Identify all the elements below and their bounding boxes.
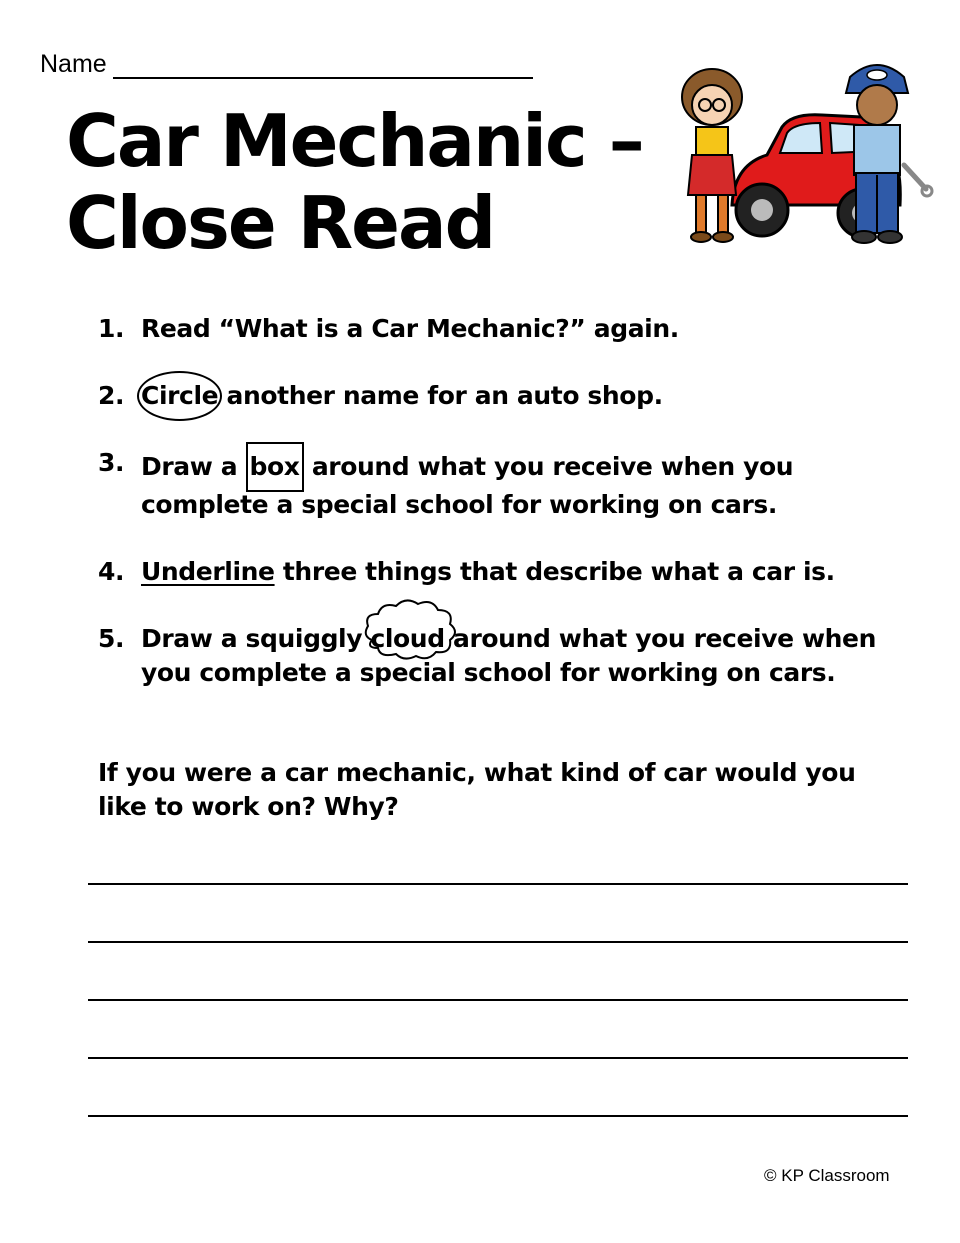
circle-mark: Circle — [137, 371, 222, 421]
title-line-2: Close Read — [66, 181, 495, 265]
instruction-1 — [98, 312, 918, 346]
instruction-rest: another name for an auto shop. — [218, 381, 663, 410]
instruction-rest: around what you receive when you complete a special school for working on cars. — [141, 452, 794, 519]
name-blank[interactable] — [113, 51, 533, 79]
answer-line[interactable] — [88, 883, 908, 885]
instruction-text — [141, 379, 918, 413]
copyright: © KP Classroom — [764, 1166, 890, 1185]
instruction-pre: Draw a squiggly — [141, 624, 371, 653]
instruction-2 — [98, 379, 918, 413]
answer-line[interactable] — [88, 941, 908, 943]
instruction-pre: Draw a — [141, 452, 246, 481]
answer-line[interactable] — [88, 1115, 908, 1117]
instruction-text — [141, 555, 918, 589]
instruction-rest: three things that describe what a car is. — [274, 557, 835, 586]
instruction-number: 5. — [98, 624, 125, 653]
instruction-5 — [98, 622, 918, 690]
girl-mechanic-car-clipart — [672, 55, 934, 245]
instruction-rest: around what you receive when you complete a special school for working on cars. — [141, 624, 876, 687]
name-row — [40, 50, 533, 79]
page-title — [66, 100, 643, 264]
instruction-text — [141, 622, 918, 690]
cloud-icon — [360, 596, 460, 662]
instruction-4 — [98, 555, 918, 589]
instruction-text: Read “What is a Car Mechanic?” again. — [141, 314, 679, 343]
answer-line[interactable] — [88, 999, 908, 1001]
title-line-1: Car Mechanic – — [66, 99, 643, 183]
instruction-text — [141, 446, 918, 522]
instruction-3 — [98, 446, 918, 522]
name-label: Name — [40, 50, 107, 78]
instruction-number: 4. — [98, 557, 125, 586]
instruction-number: 1. — [98, 314, 125, 343]
instruction-number: 3. — [98, 448, 125, 477]
instruction-number: 2. — [98, 381, 125, 410]
instruction-list — [98, 312, 918, 723]
writing-question: If you were a car mechanic, what kind of car would you like to work on? Why? — [98, 758, 856, 821]
cloud-mark: cloud — [370, 624, 445, 653]
answer-line[interactable] — [88, 1057, 908, 1059]
cloud-mark-wrap — [370, 622, 444, 656]
box-mark: box — [246, 442, 304, 492]
underline-mark: Underline — [141, 557, 275, 586]
